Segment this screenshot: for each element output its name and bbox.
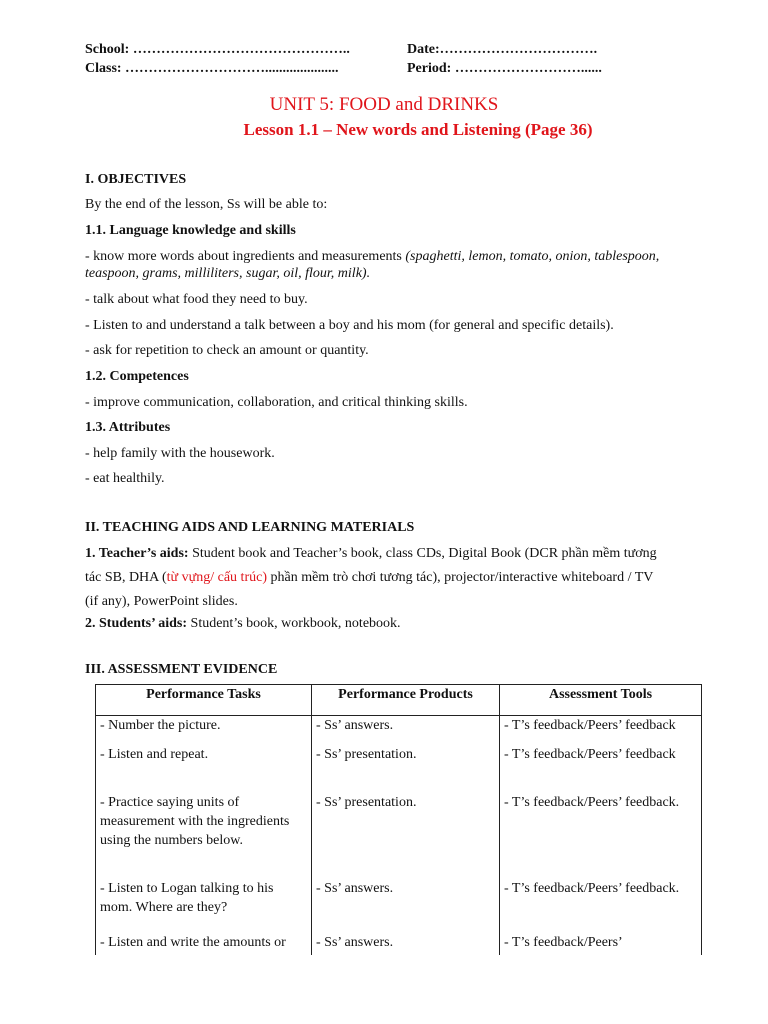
table-cell: - T’s feedback/Peers’ feedback.	[500, 793, 702, 879]
table-cell: - Ss’ answers.	[312, 716, 500, 745]
school-field: School: ………………………………………..	[85, 42, 350, 57]
table-row	[96, 793, 702, 879]
table-cell: - T’s feedback/Peers’ feedback.	[500, 879, 702, 933]
subheading-attributes: 1.3. Attributes	[85, 420, 171, 435]
table-cell: - Ss’ presentation.	[312, 793, 500, 879]
teacher-aids-cont	[85, 570, 653, 586]
column-header: Performance Products	[312, 685, 500, 716]
teacher-aids-text: Student book and Teacher’s book, class CDs, Digital Book (DCR phần mềm tương	[188, 546, 657, 561]
table-cell: - Listen and write the amounts or	[96, 933, 312, 955]
teacher-aids	[85, 546, 657, 562]
student-aids-label: 2. Students’ aids:	[85, 616, 188, 631]
unit-title: UNIT 5: FOOD and DRINKS	[269, 94, 499, 115]
objective-vocab-list-cont: teaspoon, grams, milliliters, sugar, oil, flour, milk).	[85, 266, 371, 281]
objective-item: - ask for repetition to check an amount or quantity.	[85, 343, 369, 358]
table-row	[96, 879, 702, 933]
class-field: Class: ………………………….....................	[85, 61, 339, 76]
lesson-title: Lesson 1.1 – New words and Listening (Page 36)	[243, 120, 593, 139]
table-cell: - Practice saying units of measurement with the ingredients using the numbers below.	[96, 793, 312, 879]
student-aids	[85, 616, 401, 632]
column-header: Assessment Tools	[500, 685, 702, 716]
objective-item: - help family with the housework.	[85, 446, 275, 461]
table-row	[96, 933, 702, 955]
objective-item: - eat healthily.	[85, 471, 165, 486]
objective-item	[85, 249, 659, 265]
teacher-aids-cont: (if any), PowerPoint slides.	[85, 594, 238, 609]
teacher-aids-text: tác SB, DHA (	[85, 570, 167, 585]
column-header: Performance Tasks	[96, 685, 312, 716]
assessment-table	[95, 684, 702, 955]
table-cell: - Listen to Logan talking to his mom. Where are they?	[96, 879, 312, 933]
student-aids-text: Student’s book, workbook, notebook.	[187, 616, 401, 631]
table-row	[96, 716, 702, 745]
table-cell: - T’s feedback/Peers’ feedback	[500, 716, 702, 745]
objective-item: - improve communication, collaboration, and critical thinking skills.	[85, 395, 468, 410]
table-cell: - Ss’ presentation.	[312, 745, 500, 793]
objective-item: - Listen to and understand a talk between a boy and his mom (for general and specific details).	[85, 318, 614, 333]
table-row	[96, 745, 702, 793]
table-cell: - Listen and repeat.	[96, 745, 312, 793]
date-field: Date:…………………………….	[407, 42, 598, 57]
objective-item: - talk about what food they need to buy.	[85, 292, 308, 307]
table-cell: - Ss’ answers.	[312, 933, 500, 955]
period-field: Period: ………………………......	[407, 61, 602, 76]
objectives-intro: By the end of the lesson, Ss will be able to:	[85, 197, 328, 212]
aids-heading: II. TEACHING AIDS AND LEARNING MATERIALS	[85, 520, 415, 535]
table-cell: - Number the picture.	[96, 716, 312, 745]
table-cell: - T’s feedback/Peers’	[500, 933, 702, 955]
objectives-heading: I. OBJECTIVES	[85, 172, 187, 187]
subheading-competences: 1.2. Competences	[85, 369, 189, 384]
highlight-text: từ vựng/ cấu trúc)	[166, 570, 267, 585]
table-header-row	[96, 685, 702, 716]
objective-vocab-list: (spaghetti, lemon, tomato, onion, tablespoon,	[405, 249, 660, 264]
teacher-aids-text: phần mềm trò chơi tương tác), projector/interactive whiteboard / TV	[266, 570, 654, 585]
assessment-heading: III. ASSESSMENT EVIDENCE	[85, 662, 278, 677]
objective-text: - know more words about ingredients and measurements	[85, 249, 406, 264]
table-cell: - T’s feedback/Peers’ feedback	[500, 745, 702, 793]
subheading-language: 1.1. Language knowledge and skills	[85, 223, 296, 238]
table-cell: - Ss’ answers.	[312, 879, 500, 933]
teacher-aids-label: 1. Teacher’s aids:	[85, 546, 189, 561]
